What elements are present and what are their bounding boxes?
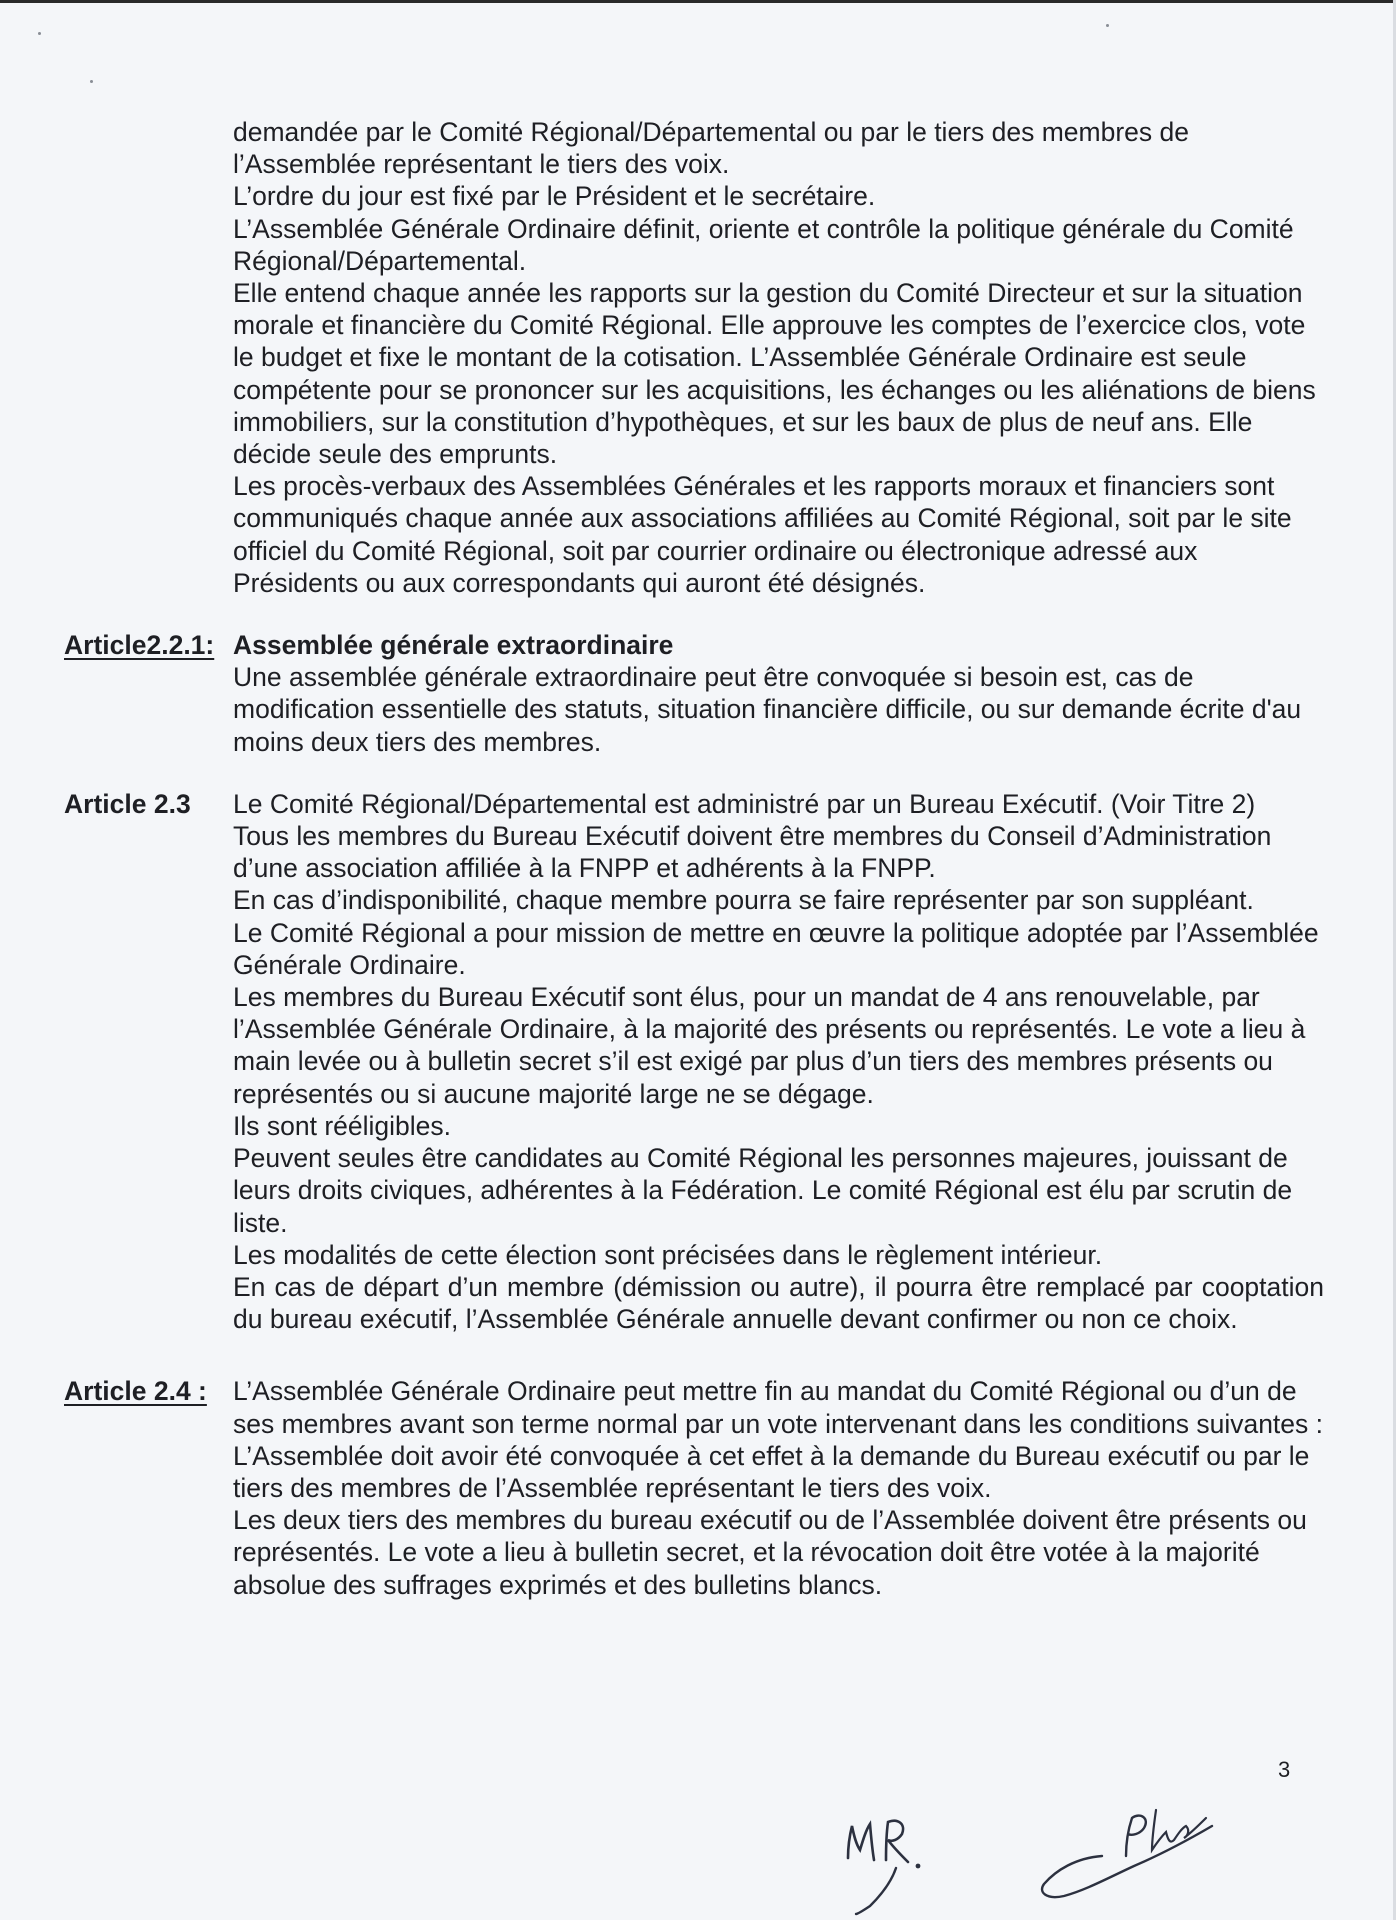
article-heading: Assemblée générale extraordinaire: [233, 630, 674, 661]
page-number: 3: [1278, 1757, 1291, 1782]
paragraph: Les deux tiers des membres du bureau exécutif ou de l’Assemblée doivent être présents ou représentés. Le vote a lieu à bulletin secret, et la révocation doit être votée à la majorité absolue des suffrages exprimés et des bulletins blancs.: [233, 1505, 1307, 1600]
scan-speck: [1106, 24, 1109, 27]
paragraph: Le Comité Régional a pour mission de mettre en œuvre la politique adoptée par l’Assemblée Générale Ordinaire.: [233, 917, 1319, 980]
paragraph: Peuvent seules être candidates au Comité Régional les personnes majeures, jouissant de leurs droits civiques, adhérentes à la Fédération. Le comité Régional est élu par scrutin de liste.: [233, 1143, 1293, 1238]
intro-section: [64, 116, 1324, 599]
paragraph: Elle entend chaque année les rapports sur la gestion du Comité Directeur et sur la situation morale et financière du Comité Régional. Elle approuve les comptes de l’exercice clos, vote le budget et fixe le montant de la cotisation. L’Assemblée Générale Ordinaire est seule compétente pour se prononcer sur les acquisitions, les échanges ou les aliénations de biens immobiliers, sur la constitution d’hypothèques, et sur les baux de plus de neuf ans. Elle décide seule des emprunts.: [233, 278, 1316, 470]
paragraph: Les modalités de cette élection sont précisées dans le règlement intérieur.: [233, 1239, 1103, 1270]
document-page: [64, 116, 1324, 1601]
paragraph: L’Assemblée Générale Ordinaire peut mettre fin au mandat du Comité Régional ou d’un de ses membres avant son terme normal par un vote intervenant dans les conditions suivantes :: [233, 1376, 1324, 1439]
paragraph: Ils sont rééligibles.: [233, 1110, 451, 1141]
handwritten-initials-mr: [836, 1806, 956, 1916]
paragraph: L’Assemblée Générale Ordinaire définit, oriente et contrôle la politique générale du Comité Régional/Départemental.: [233, 213, 1294, 276]
article-label: Article2.2.1:: [64, 630, 215, 661]
paragraph: En cas d’indisponibilité, chaque membre pourra se faire représenter par son suppléant.: [233, 885, 1254, 916]
paragraph: Les membres du Bureau Exécutif sont élus, pour un mandat de 4 ans renouvelable, par l’Assemblée Générale Ordinaire, à la majorité des présents ou représentés. Le vote a lieu à main levée ou à bulletin secret s’il est exigé par plus d’un tiers des membres présents ou représentés ou si aucune majorité large ne se dégage.: [233, 982, 1306, 1109]
paragraph: En cas de départ d’un membre (démission ou autre), il pourra être remplacé par cooptation du bureau exécutif, l’Assemblée Générale annuelle devant confirmer ou non ce choix.: [233, 1271, 1324, 1335]
article-2-2-1: [64, 629, 1324, 758]
paragraph: Les procès-verbaux des Assemblées Générales et les rapports moraux et financiers sont communiqués chaque année aux associations affiliées au Comité Régional, soit par le site officiel du Comité Régional, soit par courrier ordinaire ou électronique adressé aux Présidents ou aux correspondants qui auront été désignés.: [233, 471, 1292, 598]
article-2-4: [64, 1375, 1324, 1600]
paragraph: L’ordre du jour est fixé par le Président et le secrétaire.: [233, 181, 876, 212]
handwritten-signature: [1016, 1796, 1222, 1906]
scan-speck: [90, 80, 93, 83]
article-label: Article 2.3: [64, 788, 191, 819]
scan-edge-top: [0, 0, 1396, 3]
paragraph: demandée par le Comité Régional/Départemental ou par le tiers des membres de l’Assemblée représentant le tiers des voix.: [233, 117, 1189, 180]
scan-speck: [38, 32, 41, 35]
article-2-3: [64, 788, 1324, 1335]
paragraph: Le Comité Régional/Départemental est administré par un Bureau Exécutif. (Voir Titre 2): [233, 788, 1256, 819]
article-label: Article 2.4 :: [64, 1376, 207, 1407]
paragraph: L’Assemblée doit avoir été convoquée à cet effet à la demande du Bureau exécutif ou par le tiers des membres de l’Assemblée représentant le tiers des voix.: [233, 1440, 1310, 1503]
paragraph: Tous les membres du Bureau Exécutif doivent être membres du Conseil d’Administration d’une association affiliée à la FNPP et adhérents à la FNPP.: [233, 821, 1272, 884]
paragraph: Une assemblée générale extraordinaire peut être convoquée si besoin est, cas de modification essentielle des statuts, situation financière difficile, ou sur demande écrite d'au moins deux tiers des membres.: [233, 662, 1302, 757]
